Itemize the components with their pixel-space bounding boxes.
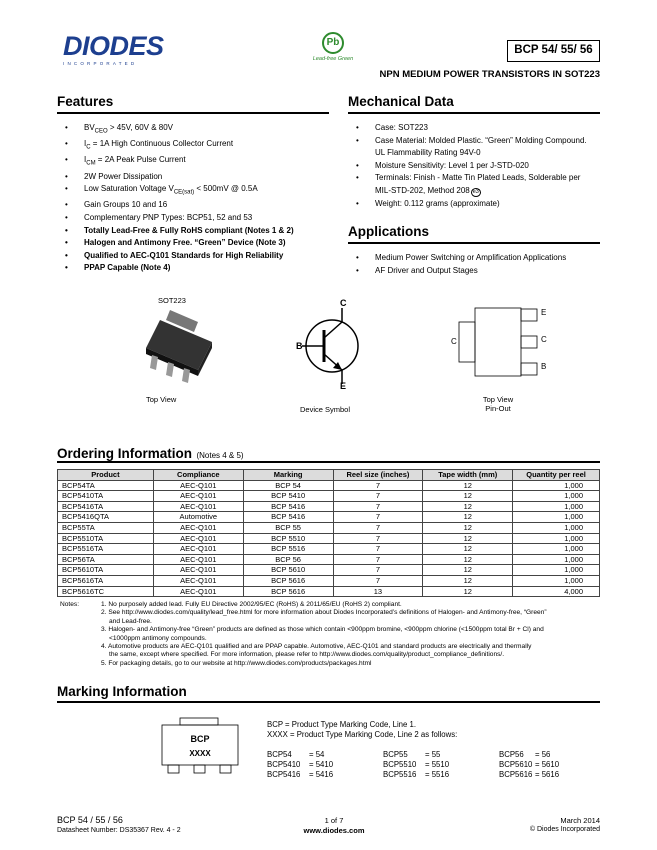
pinout-caption-line2: Pin-Out — [485, 404, 511, 413]
feature-text: PPAP Capable (Note 4) — [84, 263, 171, 273]
table-cell: 1,000 — [513, 544, 600, 555]
table-row — [58, 501, 600, 512]
feature-text-pre: I — [84, 155, 87, 165]
chip-marking-line2: XXXX — [189, 749, 211, 758]
feature-item — [57, 171, 329, 184]
notes-label: Notes: — [60, 601, 80, 608]
features-rule — [57, 112, 329, 114]
footer-date: March 2014 — [560, 816, 600, 825]
chip-marking-line1: BCP — [190, 734, 210, 744]
table-cell: 12 — [423, 533, 513, 544]
mechanical-item — [348, 198, 600, 211]
marking-code-part: BCP5416 — [267, 769, 301, 779]
marking-code-value: = 55 — [425, 750, 441, 759]
mechanical-text-cont — [375, 185, 600, 198]
application-item: • Medium Power Switching or Amplification Applications — [348, 252, 600, 265]
marking-code-entry — [499, 760, 559, 770]
table-cell: BCP 5616 — [243, 575, 333, 586]
table-cell: AEC-Q101 — [153, 554, 243, 565]
mechanical-rule — [348, 112, 600, 114]
note-line: 5. For packaging details, go to our website at http://www.diodes.com/products/packages.html — [101, 659, 372, 667]
table-cell: 12 — [423, 554, 513, 565]
table-cell: AEC-Q101 — [153, 522, 243, 533]
note-line: 4. Automotive products are AEC-Q101 qualified and are PPAP capable. Automotive, AEC-Q101 and standard products are electrically and thermally — [101, 643, 532, 651]
table-cell: 13 — [333, 586, 423, 597]
lead-free-badge — [304, 32, 362, 62]
symbol-base-label: B — [296, 341, 303, 351]
marking-code-part: BCP5410 — [267, 759, 301, 769]
table-cell: BCP 5516 — [243, 544, 333, 555]
marking-code-part: BCP5516 — [383, 769, 417, 779]
footer-page: 1 of 7 — [324, 816, 344, 825]
feature-text-sub: CM — [86, 160, 96, 167]
logo-subtext: INCORPORATED — [63, 61, 138, 66]
table-cell: 7 — [333, 480, 423, 491]
applications-rule — [348, 242, 600, 244]
feature-item — [57, 154, 329, 170]
table-row — [58, 544, 600, 555]
symbol-collector-label: C — [340, 298, 347, 308]
table-row — [58, 565, 600, 576]
table-cell: AEC-Q101 — [153, 565, 243, 576]
table-cell: 12 — [423, 501, 513, 512]
table-cell: AEC-Q101 — [153, 501, 243, 512]
table-cell: 12 — [423, 565, 513, 576]
note-line: the same, except where specified. For more information, please refer to http://www.diodes.com/quality/product_compliance_definitions/. — [109, 651, 505, 659]
pinout-caption-line1: Top View — [482, 395, 514, 404]
table-row — [58, 554, 600, 565]
marking-code-part: BCP54 — [267, 750, 292, 759]
marking-desc-2: XXXX = Product Type Marking Code, Line 2 as follows: — [267, 730, 458, 739]
feature-text-pre: I — [84, 139, 87, 149]
table-cell: BCP 5416 — [243, 512, 333, 523]
marking-title: Marking Information — [57, 684, 187, 699]
feature-item — [57, 122, 329, 138]
feature-text: Complementary PNP Types: BCP51, 52 and 53 — [84, 212, 253, 222]
table-cell: BCP 5510 — [243, 533, 333, 544]
marking-code-part: BCP56 — [499, 750, 524, 759]
mechanical-cont-text: UL Flammability Rating 94V-0 — [375, 148, 481, 158]
marking-code-part: BCP5610 — [499, 759, 533, 769]
marking-code-value: = 5510 — [425, 759, 450, 769]
marking-code-entry — [383, 760, 449, 770]
table-cell: 7 — [333, 533, 423, 544]
marking-section — [57, 684, 600, 703]
table-cell: BCP5616TC — [58, 586, 154, 597]
note-line: <1000ppm antimony compounds. — [109, 634, 207, 642]
feature-text-sub: C — [86, 144, 91, 151]
pinout-collector-label: C — [541, 335, 547, 344]
feature-text: Qualified to AEC-Q101 Standards for High Reliability — [84, 250, 284, 260]
table-cell: AEC-Q101 — [153, 533, 243, 544]
mechanical-text-cont — [375, 147, 600, 160]
applications-title: Applications — [348, 224, 430, 239]
table-cell: AEC-Q101 — [153, 544, 243, 555]
footer-website[interactable]: www.diodes.com — [303, 826, 365, 835]
note-line: and Lead-free. — [109, 617, 152, 625]
table-cell: BCP5416QTA — [58, 512, 154, 523]
feature-text: 2W Power Dissipation — [84, 171, 163, 181]
features-title: Features — [57, 94, 114, 109]
mechanical-cont-text: MIL-STD-202, Method 208 — [375, 185, 470, 195]
feature-text-pre: BV — [84, 123, 95, 132]
table-cell: BCP5610TA — [58, 565, 154, 576]
table-cell: BCP5516TA — [58, 544, 154, 555]
table-cell: AEC-Q101 — [153, 575, 243, 586]
table-cell: BCP5616TA — [58, 575, 154, 586]
marking-code-value: = 5410 — [309, 759, 334, 769]
part-number-box: BCP 54/ 55/ 56 — [507, 40, 600, 62]
features-section — [57, 94, 329, 275]
feature-text-post: = 1A High Continuous Collector Current — [90, 139, 234, 149]
table-row — [58, 522, 600, 533]
feature-item — [57, 225, 329, 238]
table-cell: 7 — [333, 491, 423, 502]
feature-item — [57, 199, 329, 212]
table-cell: BCP 5616 — [243, 586, 333, 597]
marking-chip-illustration — [160, 717, 240, 779]
marking-rule — [57, 701, 600, 703]
sot223-package-illustration — [140, 308, 222, 390]
table-cell: BCP56TA — [58, 554, 154, 565]
marking-code-entry — [499, 750, 550, 760]
marking-code-entry — [267, 750, 324, 760]
table-cell: 7 — [333, 512, 423, 523]
table-row — [58, 512, 600, 523]
footer-datasheet: Datasheet Number: DS35367 Rev. 4 - 2 — [57, 827, 181, 834]
marking-code-entry — [383, 770, 449, 780]
table-cell: 1,000 — [513, 554, 600, 565]
pinout-diagram — [455, 302, 545, 382]
table-cell: 7 — [333, 544, 423, 555]
table-cell: 1,000 — [513, 491, 600, 502]
feature-text-post: = 2A Peak Pulse Current — [95, 155, 186, 165]
note-line: 3. Halogen- and Antimony-free “Green” products are defined as those which contain <900ppm bromine, <900ppm chlorine (<1500ppm total Br + Cl) and — [101, 626, 544, 634]
table-cell: 1,000 — [513, 480, 600, 491]
table-cell: AEC-Q101 — [153, 586, 243, 597]
table-cell: BCP54TA — [58, 480, 154, 491]
mechanical-text: Weight: 0.112 grams (approximate) — [375, 198, 500, 208]
feature-item — [57, 250, 329, 263]
feature-text-sub: CE(sat) — [173, 189, 195, 196]
features-list — [57, 122, 329, 275]
table-cell: BCP 5610 — [243, 565, 333, 576]
table-cell: 7 — [333, 501, 423, 512]
feature-item — [57, 212, 329, 225]
footer-copyright: © Diodes Incorporated — [529, 826, 600, 833]
marking-code-value: = 54 — [309, 750, 325, 759]
marking-code-value: = 5616 — [535, 769, 560, 779]
marking-code-value: = 5416 — [309, 769, 334, 779]
feature-item — [57, 237, 329, 250]
table-row — [58, 480, 600, 491]
ordering-rule — [57, 461, 600, 463]
mechanical-text: Case Material: Molded Plastic. “Green” Molding Compound. — [375, 135, 587, 145]
mechanical-section — [348, 94, 600, 210]
mechanical-text: Moisture Sensitivity: Level 1 per J-STD-020 — [375, 160, 529, 170]
table-cell: BCP 54 — [243, 480, 333, 491]
table-cell: 12 — [423, 480, 513, 491]
table-cell: 1,000 — [513, 565, 600, 576]
table-cell: AEC-Q101 — [153, 491, 243, 502]
table-header-cell: Compliance — [153, 470, 243, 481]
applications-section — [348, 224, 600, 277]
marking-code-value: = 5516 — [425, 769, 450, 779]
e3-mark-icon: e3 — [472, 188, 479, 195]
table-cell: 7 — [333, 575, 423, 586]
marking-code-entry — [267, 760, 333, 770]
ordering-title-note: (Notes 4 & 5) — [196, 451, 244, 460]
ordering-title: Ordering Information — [57, 446, 192, 461]
mechanical-title: Mechanical Data — [348, 94, 454, 109]
marking-desc-1: BCP = Product Type Marking Code, Line 1. — [267, 720, 417, 729]
symbol-caption: Device Symbol — [300, 405, 351, 414]
table-row — [58, 491, 600, 502]
table-header-cell: Reel size (inches) — [333, 470, 423, 481]
package-label: SOT223 — [158, 296, 186, 305]
note-line: 1. No purposely added lead. Fully EU Directive 2002/95/EC (RoHS) & 2011/65/EU (RoHS 2) compliant. — [101, 601, 402, 608]
table-cell: 1,000 — [513, 522, 600, 533]
lead-free-icon: Pb — [322, 32, 344, 54]
document-subtitle: NPN MEDIUM POWER TRANSISTORS IN SOT223 — [379, 69, 600, 80]
table-cell: 1,000 — [513, 501, 600, 512]
mechanical-item — [348, 160, 600, 173]
table-cell: BCP 5410 — [243, 491, 333, 502]
ordering-section — [57, 445, 600, 597]
feature-text: Totally Lead-Free & Fully RoHS compliant (Notes 1 & 2) — [84, 225, 294, 235]
notes-list — [101, 601, 601, 668]
table-header-cell: Tape width (mm) — [423, 470, 513, 481]
table-cell: 12 — [423, 522, 513, 533]
marking-code-entry — [383, 750, 440, 760]
mechanical-item — [348, 172, 600, 197]
table-cell: 4,000 — [513, 586, 600, 597]
table-cell: BCP55TA — [58, 522, 154, 533]
marking-code-part: BCP5510 — [383, 759, 417, 769]
pinout-caption — [466, 395, 530, 413]
table-cell: BCP 56 — [243, 554, 333, 565]
feature-text-pre: Low Saturation Voltage V — [84, 184, 174, 194]
mechanical-text: Terminals: Finish - Matte Tin Plated Leads, Solderable per — [375, 173, 581, 183]
feature-text: Halogen and Antimony Free. “Green” Device (Note 3) — [84, 238, 286, 248]
footer-part: BCP 54 / 55 / 56 — [57, 815, 123, 825]
symbol-emitter-label: E — [340, 381, 347, 391]
table-cell: 7 — [333, 565, 423, 576]
table-cell: 12 — [423, 575, 513, 586]
diodes-logo — [63, 33, 181, 69]
table-header-cell: Marking — [243, 470, 333, 481]
applications-list — [348, 252, 600, 277]
table-cell: 7 — [333, 554, 423, 565]
logo-text: DIODES — [63, 31, 164, 61]
feature-item — [57, 138, 329, 154]
pinout-tab-label: C — [451, 337, 457, 346]
pinout-base-label: B — [541, 362, 547, 371]
table-row — [58, 575, 600, 586]
marking-code-entry — [267, 770, 333, 780]
feature-text-post: < 500mV @ 0.5A — [194, 184, 258, 194]
application-item: • AF Driver and Output Stages — [348, 265, 600, 278]
table-cell: 1,000 — [513, 533, 600, 544]
table-cell: BCP 5416 — [243, 501, 333, 512]
table-cell: 12 — [423, 512, 513, 523]
mechanical-list — [348, 122, 600, 210]
table-cell: AEC-Q101 — [153, 480, 243, 491]
feature-text: Gain Groups 10 and 16 — [84, 200, 168, 210]
pinout-emitter-label: E — [541, 308, 547, 317]
table-header-cell: Quantity per reel — [513, 470, 600, 481]
feature-item — [57, 262, 329, 275]
ordering-table — [57, 469, 600, 597]
table-cell: 1,000 — [513, 512, 600, 523]
feature-text-post: > 45V, 60V & 80V — [107, 123, 173, 132]
table-cell: Automotive — [153, 512, 243, 523]
feature-item — [57, 183, 329, 199]
table-cell: 12 — [423, 544, 513, 555]
note-line: 2. See http://www.diodes.com/quality/lead_free.html for more information about Diodes Incorporated’s definitions of Halogen- and Antimony-free, “Green” — [101, 609, 547, 617]
table-cell: 1,000 — [513, 575, 600, 586]
table-row — [58, 533, 600, 544]
package-caption: Top View — [146, 395, 177, 404]
table-cell: BCP 55 — [243, 522, 333, 533]
table-row — [58, 586, 600, 597]
ordering-heading — [57, 445, 600, 461]
marking-code-value: = 5610 — [535, 759, 560, 769]
marking-code-value: = 56 — [535, 750, 551, 759]
table-cell: BCP5510TA — [58, 533, 154, 544]
mechanical-item — [348, 135, 600, 160]
marking-code-part: BCP55 — [383, 750, 408, 759]
table-header-cell: Product — [58, 470, 154, 481]
table-cell: BCP5416TA — [58, 501, 154, 512]
mechanical-text: Case: SOT223 — [375, 123, 428, 132]
lead-free-label: Lead-free Green — [312, 56, 354, 62]
mechanical-item — [348, 122, 600, 135]
table-cell: 12 — [423, 586, 513, 597]
feature-text-sub: CEO — [94, 128, 108, 135]
table-cell: 12 — [423, 491, 513, 502]
table-cell: 7 — [333, 522, 423, 533]
marking-code-entry — [499, 770, 559, 780]
marking-code-part: BCP5616 — [499, 769, 533, 779]
table-cell: BCP5410TA — [58, 491, 154, 502]
